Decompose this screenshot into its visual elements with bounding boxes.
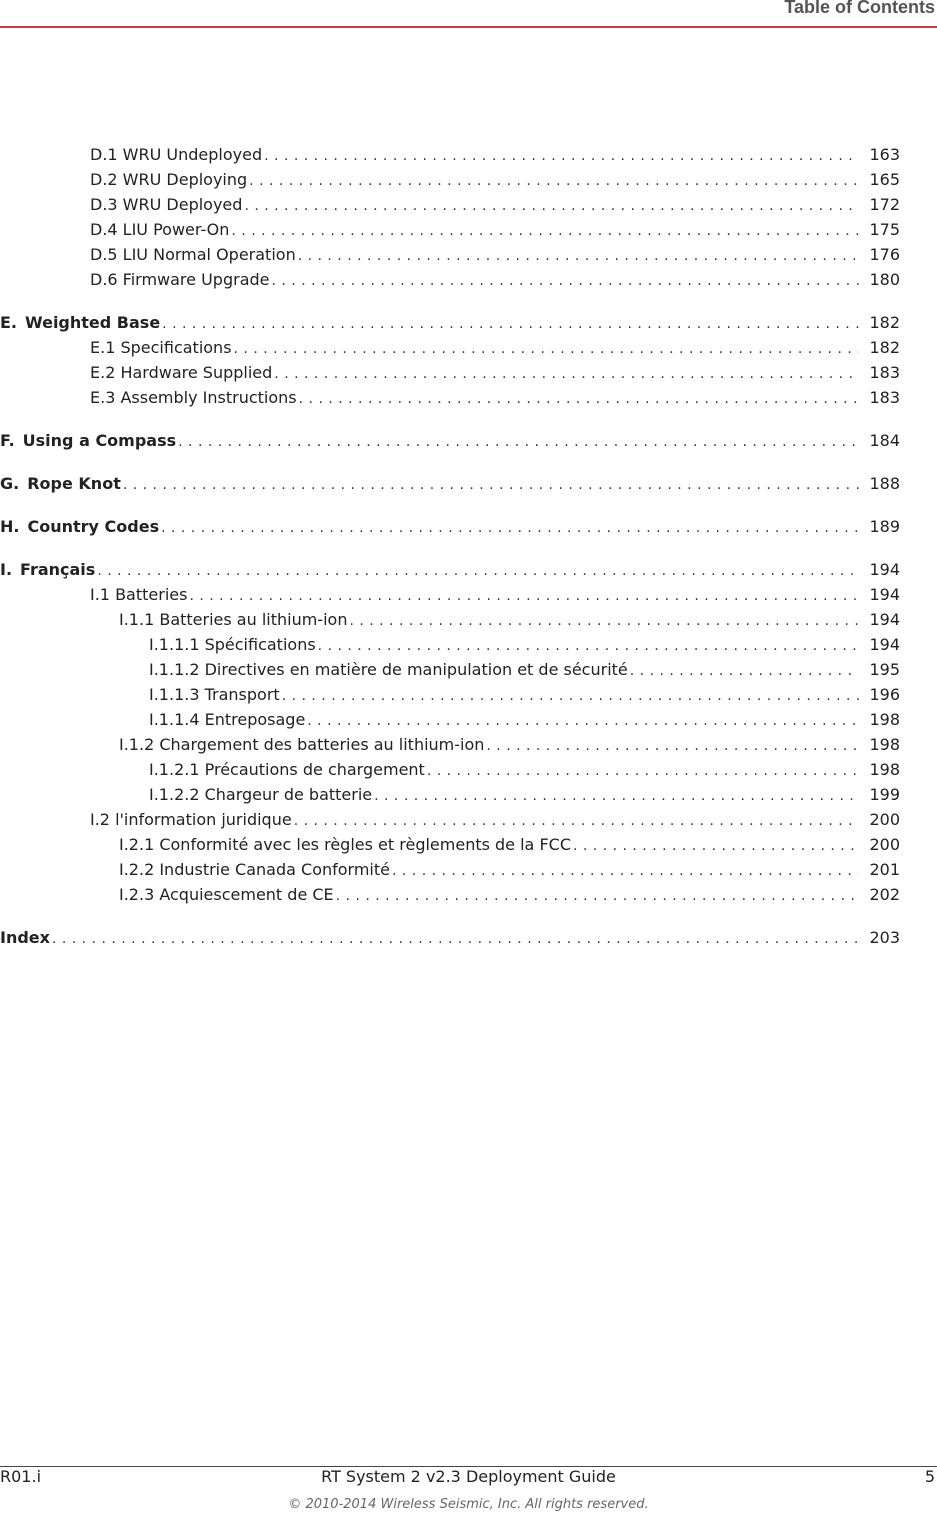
toc-entry-label (149, 633, 318, 656)
toc-dot-leader (486, 735, 859, 758)
toc-entry[interactable] (0, 361, 900, 386)
toc-entry[interactable] (0, 515, 900, 540)
toc-entry-label (90, 268, 272, 291)
toc-dot-leader (162, 313, 859, 336)
toc-entry-title: D.1 WRU Undeployed (90, 145, 263, 164)
toc-entry-title: Weighted Base (25, 313, 161, 332)
toc-entry-label (149, 658, 630, 681)
toc-dot-leader (630, 660, 860, 683)
toc-entry-number: H. (0, 517, 20, 536)
toc-entry-page: 183 (869, 363, 900, 382)
toc-entry-title: I.1.2.1 Précautions de chargement (149, 760, 425, 779)
toc-entry-page: 180 (869, 270, 900, 289)
toc-entry-page: 176 (869, 245, 900, 264)
toc-dot-leader (244, 195, 859, 218)
toc-entry-title: I.1.1.4 Entreposage (149, 710, 306, 729)
toc-entry-page: 199 (869, 785, 900, 804)
toc-entry[interactable] (0, 218, 900, 243)
toc-entry-title: Français (20, 560, 96, 579)
toc-entry[interactable] (0, 268, 900, 293)
toc-entry[interactable] (0, 243, 900, 268)
toc-entry-title: I.1.1 Batteries au lithium-ion (119, 610, 348, 629)
toc-entry-label (119, 858, 392, 881)
toc-entry[interactable] (0, 883, 900, 908)
toc-entry-title: Country Codes (27, 517, 160, 536)
toc-entry-title: Rope Knot (27, 474, 121, 493)
toc-entry[interactable] (0, 193, 900, 218)
toc-entry-page: 198 (869, 735, 900, 754)
footer-revision: R01.i (0, 1467, 42, 1486)
toc-entry-label (119, 833, 573, 856)
toc-entry[interactable] (0, 583, 900, 608)
toc-entry-page: 175 (869, 220, 900, 239)
toc-entry[interactable] (0, 858, 900, 883)
toc-entry-page: 198 (869, 760, 900, 779)
toc-entry-label (0, 515, 161, 538)
toc-entry[interactable] (0, 758, 900, 783)
toc-entry-label (0, 472, 123, 495)
toc-dot-leader (231, 220, 859, 243)
toc-entry-title: I.2.1 Conformité avec les règles et règlements de la FCC (119, 835, 571, 854)
toc-entry-page: 182 (869, 313, 900, 332)
toc-entry-label (0, 429, 178, 452)
toc-entry-title: I.1.1.1 Spécifications (149, 635, 316, 654)
toc-dot-leader (318, 635, 860, 658)
toc-entry-number: F. (0, 431, 15, 450)
toc-entry-title: Using a Compass (22, 431, 177, 450)
toc-entry-page: 195 (869, 660, 900, 679)
toc-entry-page: 182 (869, 338, 900, 357)
toc-entry-title: I.1.1.3 Transport (149, 685, 280, 704)
toc-entry-title: D.5 LIU Normal Operation (90, 245, 296, 264)
toc-dot-leader (264, 145, 859, 168)
toc-dot-leader (123, 474, 860, 497)
toc-dot-leader (392, 860, 859, 883)
toc-entry[interactable] (0, 429, 900, 454)
toc-entry[interactable] (0, 143, 900, 168)
toc-entry-title: D.3 WRU Deployed (90, 195, 243, 214)
toc-entry-label (90, 336, 234, 359)
toc-entry-title: I.1.2.2 Chargeur de batterie (149, 785, 373, 804)
toc-entry-title: E.3 Assembly Instructions (90, 388, 297, 407)
toc-entry-title: D.6 Firmware Upgrade (90, 270, 270, 289)
toc-entry[interactable] (0, 633, 900, 658)
toc-dot-leader (294, 810, 860, 833)
toc-dot-leader (298, 245, 860, 268)
toc-dot-leader (161, 517, 859, 540)
toc-dot-leader (307, 710, 859, 733)
toc-entry[interactable] (0, 608, 900, 633)
toc-entry-title: D.4 LIU Power-On (90, 220, 230, 239)
toc-entry-title: I.1.1.2 Directives en matière de manipulation et de sécurité (149, 660, 628, 679)
toc-entry-label (90, 143, 264, 166)
toc-entry-page: 165 (869, 170, 900, 189)
toc-dot-leader (299, 388, 860, 411)
toc-dot-leader (573, 835, 859, 858)
footer-document-title: RT System 2 v2.3 Deployment Guide (321, 1467, 616, 1486)
table-of-contents (0, 143, 900, 951)
toc-entry-label (149, 708, 307, 731)
toc-entry-page: 194 (869, 585, 900, 604)
toc-dot-leader (272, 270, 860, 293)
toc-entry-page: 188 (869, 474, 900, 493)
toc-entry[interactable] (0, 683, 900, 708)
toc-entry-label (0, 558, 97, 581)
toc-entry[interactable] (0, 833, 900, 858)
toc-entry-label (149, 758, 427, 781)
toc-entry-page: 198 (869, 710, 900, 729)
toc-entry[interactable] (0, 386, 900, 411)
toc-entry-title: I.2 l'information juridique (90, 810, 292, 829)
toc-entry-page: 200 (869, 835, 900, 854)
toc-entry-title: E.2 Hardware Supplied (90, 363, 273, 382)
toc-entry-number: G. (0, 474, 20, 493)
toc-dot-leader (52, 928, 859, 951)
toc-entry-page: 189 (869, 517, 900, 536)
toc-entry-title: I.2.2 Industrie Canada Conformité (119, 860, 390, 879)
toc-entry[interactable] (0, 472, 900, 497)
toc-dot-leader (336, 885, 860, 908)
toc-entry[interactable] (0, 926, 900, 951)
toc-entry-title: Index (0, 928, 50, 947)
toc-dot-leader (189, 585, 859, 608)
toc-entry-label (90, 168, 249, 191)
toc-entry-page: 203 (869, 928, 900, 947)
toc-entry-page: 196 (869, 685, 900, 704)
toc-entry-label (119, 883, 336, 906)
toc-entry-page: 194 (869, 635, 900, 654)
toc-entry-number: I. (0, 560, 13, 579)
toc-entry[interactable] (0, 783, 900, 808)
toc-entry-label (90, 361, 274, 384)
toc-entry-page: 163 (869, 145, 900, 164)
toc-entry[interactable] (0, 336, 900, 361)
toc-dot-leader (374, 785, 859, 808)
toc-entry-label (119, 733, 486, 756)
page-header-title: Table of Contents (784, 0, 935, 17)
toc-entry-label (0, 311, 162, 334)
toc-entry-page: 183 (869, 388, 900, 407)
toc-entry-title: E.1 Specifications (90, 338, 232, 357)
toc-entry-label (0, 926, 52, 949)
toc-dot-leader (274, 363, 859, 386)
toc-entry-page: 194 (869, 560, 900, 579)
toc-entry-page: 184 (869, 431, 900, 450)
toc-entry-title: I.1.2 Chargement des batteries au lithium-ion (119, 735, 485, 754)
toc-entry-title: I.2.3 Acquiescement de CE (119, 885, 334, 904)
toc-entry-page: 201 (869, 860, 900, 879)
toc-entry-page: 200 (869, 810, 900, 829)
toc-entry-label (149, 783, 374, 806)
toc-dot-leader (249, 170, 859, 193)
toc-dot-leader (234, 338, 860, 361)
toc-entry-label (149, 683, 282, 706)
toc-entry-label (119, 608, 349, 631)
toc-dot-leader (282, 685, 860, 708)
toc-entry-page: 194 (869, 610, 900, 629)
header-rule (0, 26, 937, 28)
toc-dot-leader (178, 431, 859, 454)
toc-entry[interactable] (0, 311, 900, 336)
toc-entry-title: I.1 Batteries (90, 585, 188, 604)
toc-entry[interactable] (0, 558, 900, 583)
toc-entry-number: E. (0, 313, 18, 332)
toc-entry[interactable] (0, 708, 900, 733)
toc-dot-leader (427, 760, 860, 783)
toc-entry-label (90, 243, 298, 266)
toc-entry[interactable] (0, 658, 900, 683)
toc-entry-title: D.2 WRU Deploying (90, 170, 248, 189)
toc-entry-label (90, 218, 231, 241)
toc-entry[interactable] (0, 733, 900, 758)
toc-entry-label (90, 808, 294, 831)
toc-entry-label (90, 386, 299, 409)
toc-dot-leader (349, 610, 859, 633)
toc-entry-page: 172 (869, 195, 900, 214)
footer-page-number: 5 (924, 1467, 935, 1486)
toc-entry-page: 202 (869, 885, 900, 904)
toc-entry[interactable] (0, 168, 900, 193)
toc-entry-label (90, 583, 189, 606)
toc-entry-label (90, 193, 244, 216)
copyright-notice: © 2010-2014 Wireless Seismic, Inc. All rights reserved. (288, 1497, 649, 1512)
toc-entry[interactable] (0, 808, 900, 833)
toc-dot-leader (97, 560, 859, 583)
